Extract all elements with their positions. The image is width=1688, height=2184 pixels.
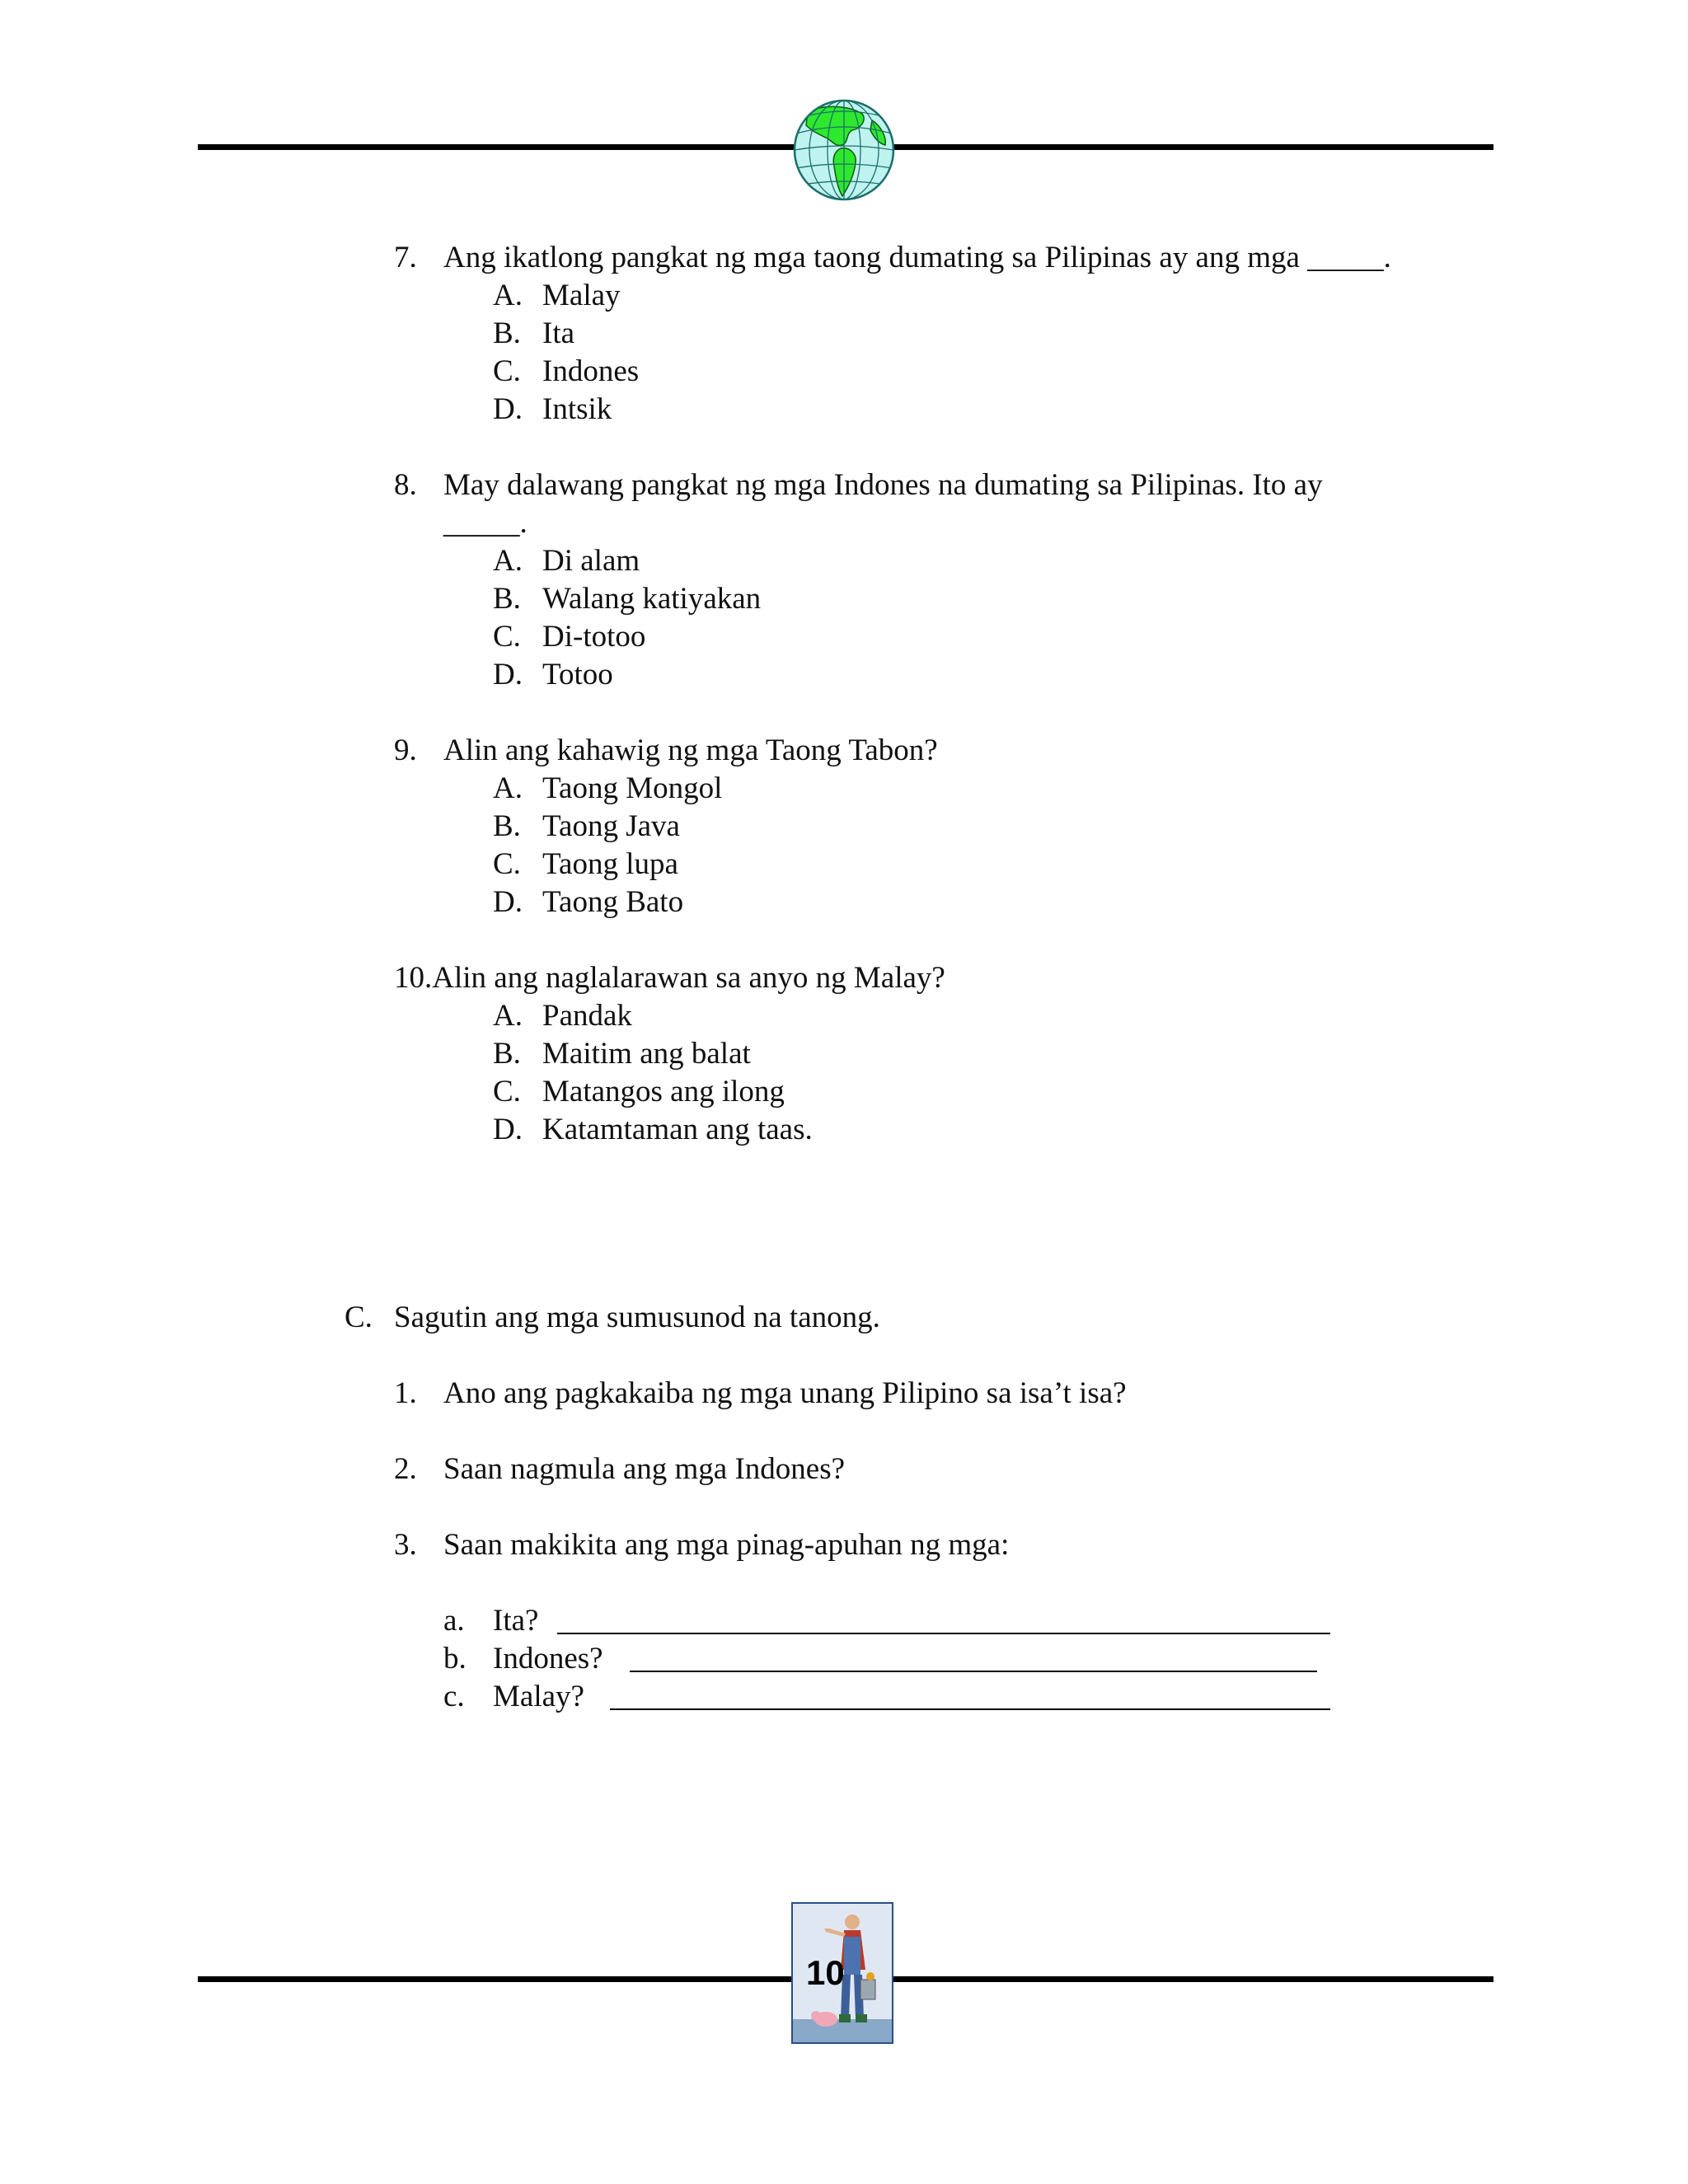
q8-choice-text: Walang katiyakan (542, 582, 762, 616)
q8-choice-letter: D. (493, 658, 523, 691)
q9-choice-text: Taong Java (542, 809, 680, 843)
page-number: 10 (806, 1953, 845, 1992)
answer-line-ita[interactable] (557, 1633, 1330, 1634)
q8-choice-letter: A. (493, 544, 523, 578)
sub-c-letter: c. (443, 1680, 465, 1713)
q7-choice-text: Indones (542, 354, 640, 388)
question-8-number: 8. (394, 468, 417, 502)
q10-choice-letter: C. (493, 1075, 521, 1108)
q8-choice-letter: B. (493, 582, 521, 616)
q9-choice-letter: A. (493, 771, 523, 805)
q10-choice-text: Pandak (542, 999, 632, 1033)
sub-b-text: Indones? (493, 1642, 603, 1675)
q7-choice-letter: A. (493, 279, 523, 312)
answer-line-malay[interactable] (610, 1708, 1330, 1710)
q10-choice-text: Maitim ang balat (542, 1037, 751, 1071)
question-9-number: 9. (394, 733, 417, 767)
answer-line-indones[interactable] (630, 1671, 1317, 1672)
question-7-number: 7. (394, 241, 417, 274)
q9-choice-text: Taong Mongol (542, 771, 723, 805)
q8-choice-text: Di alam (542, 544, 640, 578)
question-8-blank: _____. (443, 506, 528, 540)
q9-choice-letter: C. (493, 847, 521, 881)
section-c-q3-number: 3. (394, 1528, 417, 1562)
q9-choice-text: Taong lupa (542, 847, 678, 881)
q10-choice-letter: D. (493, 1113, 523, 1146)
section-c-q2-text: Saan nagmula ang mga Indones? (443, 1452, 846, 1486)
q7-choice-text: Ita (542, 316, 575, 350)
question-9-text: Alin ang kahawig ng mga Taong Tabon? (443, 733, 938, 767)
q8-choice-text: Di-totoo (542, 620, 646, 654)
section-c-letter: C. (345, 1301, 373, 1334)
globe-icon (791, 96, 897, 204)
sub-a-text: Ita? (493, 1604, 539, 1638)
q7-choice-letter: C. (493, 354, 521, 388)
q9-choice-letter: B. (493, 809, 521, 843)
q9-choice-letter: D. (493, 885, 523, 919)
q7-choice-letter: B. (493, 316, 521, 350)
q8-choice-text: Totoo (542, 658, 613, 691)
section-c-q1-text: Ano ang pagkakaiba ng mga unang Pilipino sa isa’t isa? (443, 1376, 1127, 1410)
q10-choice-text: Katamtaman ang taas. (542, 1113, 813, 1146)
section-c-title: Sagutin ang mga sumusunod na tanong. (394, 1301, 880, 1334)
section-c-q2-number: 2. (394, 1452, 417, 1486)
q10-choice-text: Matangos ang ilong (542, 1075, 785, 1108)
section-c-q1-number: 1. (394, 1376, 417, 1410)
question-8-text: May dalawang pangkat ng mga Indones na dumating sa Pilipinas. Ito ay (443, 468, 1323, 502)
q10-choice-letter: A. (493, 999, 523, 1033)
q7-choice-text: Intsik (542, 392, 612, 426)
section-c-q3-text: Saan makikita ang mga pinag-apuhan ng mga: (443, 1528, 1010, 1562)
sub-a-letter: a. (443, 1604, 465, 1638)
q7-choice-letter: D. (493, 392, 523, 426)
q10-choice-letter: B. (493, 1037, 521, 1071)
question-10-text: 10.Alin ang naglalarawan sa anyo ng Malay? (394, 961, 945, 995)
q8-choice-letter: C. (493, 620, 521, 654)
sub-b-letter: b. (443, 1642, 467, 1675)
question-7-text: Ang ikatlong pangkat ng mga taong dumating sa Pilipinas ay ang mga _____. (443, 241, 1391, 274)
q7-choice-text: Malay (542, 279, 621, 312)
q9-choice-text: Taong Bato (542, 885, 684, 919)
sub-c-text: Malay? (493, 1680, 584, 1713)
